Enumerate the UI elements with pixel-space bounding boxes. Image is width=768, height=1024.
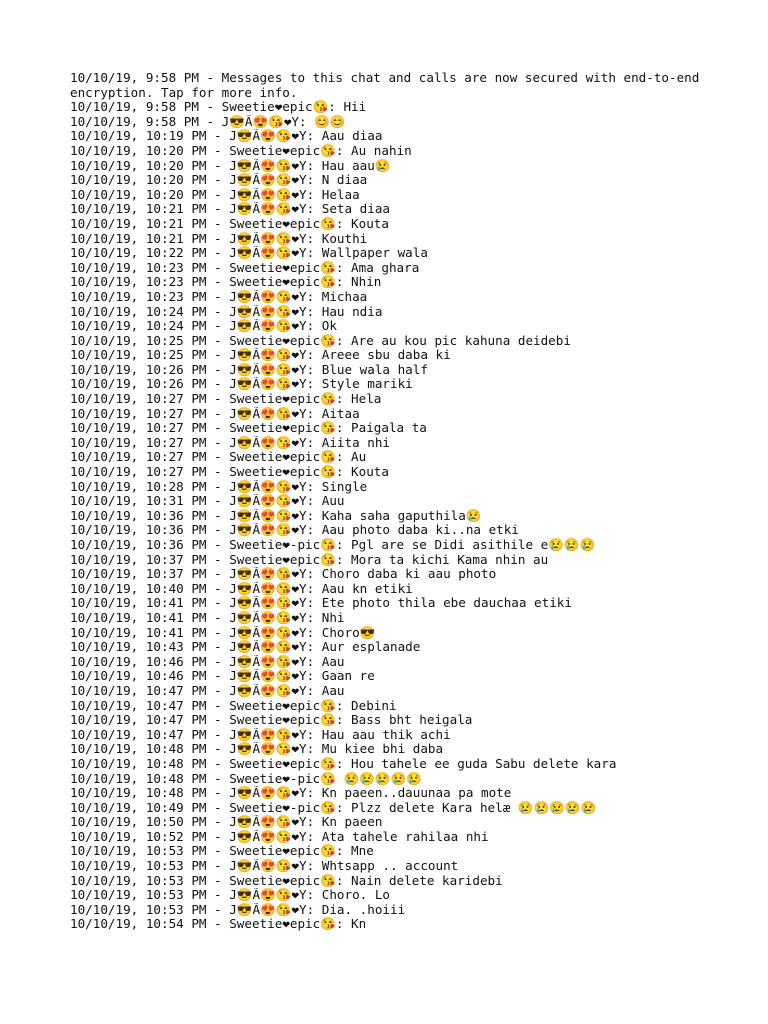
chat-line: 10/10/19, 10:22 PM - J😎Ã😍😘❤Y: Wallpaper wala xyxy=(70,246,428,261)
chat-line: 10/10/19, 10:27 PM - Sweetie❤epic😘: Paigala ta xyxy=(70,421,427,436)
chat-line: 10/10/19, 10:23 PM - J😎Ã😍😘❤Y: Michaa xyxy=(70,289,368,304)
chat-line: 10/10/19, 10:27 PM - Sweetie❤epic😘: Hela xyxy=(70,392,382,407)
chat-line: 10/10/19, 10:25 PM - Sweetie❤epic😘: Are au kou pic kahuna deidebi xyxy=(70,333,571,348)
chat-line: 10/10/19, 10:41 PM - J😎Ã😍😘❤Y: Nhi xyxy=(70,610,345,625)
chat-line: 10/10/19, 9:58 PM - Sweetie❤epic😘: Hii xyxy=(70,100,367,115)
chat-line: 10/10/19, 10:47 PM - J😎Ã😍😘❤Y: Aau xyxy=(70,683,345,698)
chat-line: 10/10/19, 10:47 PM - Sweetie❤epic😘: Debini xyxy=(70,698,397,713)
chat-line: 10/10/19, 10:46 PM - J😎Ã😍😘❤Y: Gaan re xyxy=(70,669,375,684)
chat-line: 10/10/19, 10:27 PM - Sweetie❤epic😘: Au xyxy=(70,450,367,465)
chat-line: 10/10/19, 10:23 PM - Sweetie❤epic😘: Nhin xyxy=(70,275,382,290)
chat-line: 10/10/19, 10:21 PM - Sweetie❤epic😘: Kouta xyxy=(70,216,389,231)
chat-line: 10/10/19, 10:53 PM - Sweetie❤epic😘: Nain delete karidebi xyxy=(70,873,503,888)
chat-line: 10/10/19, 10:36 PM - J😎Ã😍😘❤Y: Aau photo daba ki..na etki xyxy=(70,523,519,538)
chat-line: 10/10/19, 10:28 PM - J😎Ã😍😘❤Y: Single xyxy=(70,479,368,494)
chat-line: 10/10/19, 10:27 PM - J😎Ã😍😘❤Y: Aitaa xyxy=(70,406,360,421)
chat-line: 10/10/19, 10:47 PM - Sweetie❤epic😘: Bass bht heigala xyxy=(70,713,473,728)
chat-line: 10/10/19, 10:20 PM - J😎Ã😍😘❤Y: Hau aau😢 xyxy=(70,158,391,173)
chat-line: 10/10/19, 10:37 PM - Sweetie❤epic😘: Mora ta kichi Kama nhin au xyxy=(70,552,549,567)
chat-line: 10/10/19, 10:48 PM - Sweetie❤-pic😘 😢😢😢😢😢 xyxy=(70,771,422,786)
chat-line: 10/10/19, 10:23 PM - Sweetie❤epic😘: Ama ghara xyxy=(70,260,420,275)
chat-line: 10/10/19, 10:40 PM - J😎Ã😍😘❤Y: Aau kn etiki xyxy=(70,581,413,596)
chat-line: 10/10/19, 10:27 PM - J😎Ã😍😘❤Y: Aiita nhi xyxy=(70,435,390,450)
chat-line: 10/10/19, 10:26 PM - J😎Ã😍😘❤Y: Style mariki xyxy=(70,377,413,392)
chat-line: 10/10/19, 10:47 PM - J😎Ã😍😘❤Y: Hau aau thik achi xyxy=(70,727,451,742)
chat-line: 10/10/19, 10:27 PM - Sweetie❤epic😘: Kouta xyxy=(70,465,389,480)
chat-line: 10/10/19, 10:48 PM - J😎Ã😍😘❤Y: Kn paeen..dauunaa pa mote xyxy=(70,786,512,801)
chat-line: 10/10/19, 10:21 PM - J😎Ã😍😘❤Y: Seta diaa xyxy=(70,202,390,217)
chat-line: 10/10/19, 10:53 PM - J😎Ã😍😘❤Y: Dia. .hoiii xyxy=(70,902,406,917)
chat-line: 10/10/19, 10:43 PM - J😎Ã😍😘❤Y: Aur esplanade xyxy=(70,640,421,655)
chat-line: 10/10/19, 10:37 PM - J😎Ã😍😘❤Y: Choro daba ki aau photo xyxy=(70,567,497,582)
chat-line: 10/10/19, 10:24 PM - J😎Ã😍😘❤Y: Hau ndia xyxy=(70,304,383,319)
chat-line: 10/10/19, 10:36 PM - J😎Ã😍😘❤Y: Kaha saha gaputhila😢 xyxy=(70,508,482,523)
chat-line: 10/10/19, 10:20 PM - Sweetie❤epic😘: Au nahin xyxy=(70,143,412,158)
chat-line: 10/10/19, 10:46 PM - J😎Ã😍😘❤Y: Aau xyxy=(70,654,345,669)
chat-line: 10/10/19, 9:58 PM - Messages to this chat and calls are now secured with end-to-end xyxy=(70,71,700,85)
chat-line: 10/10/19, 10:54 PM - Sweetie❤epic😘: Kn xyxy=(70,917,367,932)
chat-line: 10/10/19, 10:20 PM - J😎Ã😍😘❤Y: Helaa xyxy=(70,187,360,202)
chat-line: 10/10/19, 10:21 PM - J😎Ã😍😘❤Y: Kouthi xyxy=(70,231,368,246)
chat-line: 10/10/19, 10:49 PM - Sweetie❤-pic😘: Plzz delete Kara helæ 😢😢😢😢😢 xyxy=(70,800,597,815)
chat-line: 10/10/19, 9:58 PM - J😎Ã😍😘❤Y: 😊😊 xyxy=(70,114,346,129)
chat-line: 10/10/19, 10:48 PM - J😎Ã😍😘❤Y: Mu kiee bhi daba xyxy=(70,742,444,757)
chat-line: 10/10/19, 10:19 PM - J😎Ã😍😘❤Y: Aau diaa xyxy=(70,129,383,144)
chat-line: 10/10/19, 10:25 PM - J😎Ã😍😘❤Y: Areee sbu daba ki xyxy=(70,348,451,363)
chat-line: 10/10/19, 10:20 PM - J😎Ã😍😘❤Y: N diaa xyxy=(70,173,368,188)
chat-line: 10/10/19, 10:24 PM - J😎Ã😍😘❤Y: Ok xyxy=(70,319,337,334)
chat-line: encryption. Tap for more info. xyxy=(70,85,298,100)
chat-line: 10/10/19, 10:52 PM - J😎Ã😍😘❤Y: Ata tahele rahilaa nhi xyxy=(70,829,489,844)
chat-export-document xyxy=(70,71,760,932)
chat-line: 10/10/19, 10:50 PM - J😎Ã😍😘❤Y: Kn paeen xyxy=(70,815,383,830)
chat-line: 10/10/19, 10:53 PM - J😎Ã😍😘❤Y: Choro. Lo xyxy=(70,888,390,903)
chat-line: 10/10/19, 10:31 PM - J😎Ã😍😘❤Y: Auu xyxy=(70,494,345,509)
chat-line: 10/10/19, 10:53 PM - J😎Ã😍😘❤Y: Whtsapp .. account xyxy=(70,859,459,874)
chat-line: 10/10/19, 10:53 PM - Sweetie❤epic😘: Mne xyxy=(70,844,374,859)
chat-line: 10/10/19, 10:41 PM - J😎Ã😍😘❤Y: Ete photo thila ebe dauchaa etiki xyxy=(70,596,572,611)
chat-line: 10/10/19, 10:26 PM - J😎Ã😍😘❤Y: Blue wala half xyxy=(70,362,428,377)
chat-line: 10/10/19, 10:48 PM - Sweetie❤epic😘: Hou tahele ee guda Sabu delete kara xyxy=(70,756,617,771)
chat-line: 10/10/19, 10:36 PM - Sweetie❤-pic😘: Pgl are se Didi asithile e😢😢😢 xyxy=(70,538,596,552)
chat-line: 10/10/19, 10:41 PM - J😎Ã😍😘❤Y: Choro😎 xyxy=(70,625,376,640)
